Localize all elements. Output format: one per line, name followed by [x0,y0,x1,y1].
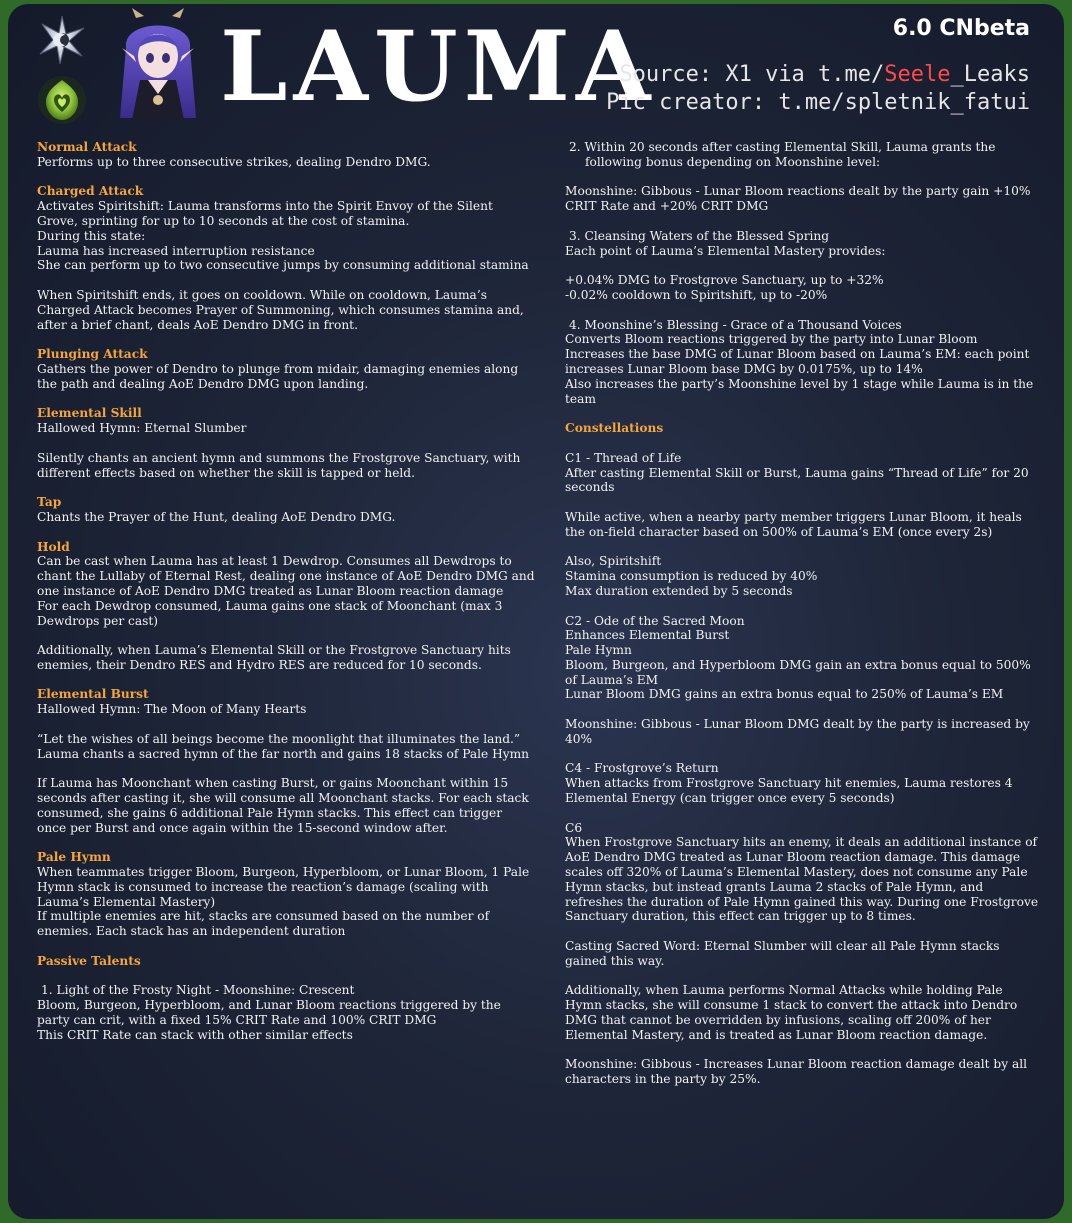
section-heading: Hold [37,539,70,554]
paragraph: Max duration extended by 5 seconds [565,583,793,598]
right-column [565,140,1043,1087]
paragraph: Additionally, when Lauma’s Elemental Skill or the Frostgrove Sanctuary hits enemies, their Dendro RES and Hydro RES are reduced for 10 seconds. [37,643,511,672]
dendro-element-icon [36,74,88,126]
paragraph: +0.04% DMG to Frostgrove Sanctuary, up to +32% [565,273,884,288]
paragraph: Bloom, Burgeon, and Hyperbloom DMG gain an extra bonus equal to 500% of Lauma’s EM [565,657,1031,687]
paragraph: Moonshine: Gibbous - Lunar Bloom DMG dealt by the party is increased by 40% [565,717,1030,746]
version-label: 6.0 CNbeta [892,16,1030,41]
paragraph: Increases the base DMG of Lunar Bloom based on Lauma’s EM: each point increases Lunar Bloom base DMG by 0.0175%, up to 14% [565,347,1030,376]
paragraph: 4. Moonshine’s Blessing - Grace of a Thousand Voices [569,317,902,332]
section-heading: Plunging Attack [37,347,148,362]
moon-sigil-icon [36,14,88,66]
source-credit [619,62,1030,87]
section-heading: Constellations [565,421,664,436]
paragraph: Enhances Elemental Burst [565,628,730,643]
paragraph: 3. Cleansing Waters of the Blessed Spring [569,228,830,243]
paragraph: 2. Within 20 seconds after casting Elemental Skill, Lauma grants the following bonus depending on Moonshine level: [569,140,996,169]
source-suffix: _Leaks [950,62,1030,87]
paragraph: Moonshine: Gibbous - Lunar Bloom reactions dealt by the party gain +10% CRIT Rate and +20% CRIT DMG [565,184,1031,214]
paragraph: Can be cast when Lauma has at least 1 Dewdrop. Consumes all Dewdrops to chant the Lullaby of Eternal Rest, dealing one instance of AoE Dendro DMG and one instance of AoE Dendro DMG treated as Lunar Bloom reaction damage [37,554,535,598]
section-heading: Charged Attack [37,184,144,199]
paragraph: 1. Light of the Frosty Night - Moonshine: Crescent [41,983,355,998]
character-title: LAUMA [220,10,657,123]
paragraph: Additionally, when Lauma performs Normal Attacks while holding Pale Hymn stacks, she will consume 1 stack to convert the attack into Dendro DMG that cannot be overridden by infusions, scaling off 200% of her Elemental Mastery, and is treated as Lunar Bloom reaction damage. [565,983,1018,1042]
constellation-title: C6 [565,820,583,835]
paragraph: Lauma chants a sacred hymn of the far north and gains 18 stacks of Pale Hymn [37,746,530,761]
quote: “Let the wishes of all beings become the moonlight that illuminates the land.” [37,731,521,746]
section-heading: Elemental Skill [37,406,142,421]
paragraph: Gathers the power of Dendro to plunge from midair, damaging enemies along the path and dealing AoE Dendro DMG upon landing. [37,361,519,391]
section-heading: Tap [37,495,62,510]
pic-creator-credit: Pic creator: t.me/spletnik_fatui [606,90,1030,115]
paragraph: When Frostgrove Sanctuary hits an enemy, it deals an additional instance of AoE Dendro DMG treated as Lunar Bloom reaction damage. This damage scales off 320% of Lauma’s Elemental Mastery, does not consume any Pale Hymn stacks, but instead grants Lauma 2 stacks of Pale Hymn, and refreshes the duration of Pale Hymn gained this way. During one Frostgrove Sanctuary duration, this effect can trigger up to 8 times. [565,835,1039,924]
paragraph: For each Dewdrop consumed, Lauma gains one stack of Moonchant (max 3 Dewdrops per cast) [37,598,503,628]
paragraph: When teammates trigger Bloom, Burgeon, Hyperbloom, or Lunar Bloom, 1 Pale Hymn stack is consumed to increase the reaction’s damage (scaling with Lauma’s Elemental Mastery) [37,865,530,909]
paragraph: Hallowed Hymn: Eternal Slumber [37,421,247,436]
paragraph: Chants the Prayer of the Hunt, dealing AoE Dendro DMG. [37,509,396,524]
paragraph: After casting Elemental Skill or Burst, Lauma gains “Thread of Life” for 20 seconds [565,465,1029,495]
paragraph: Stamina consumption is reduced by 40% [565,569,818,584]
paragraph: Also, Spiritshift [565,554,662,569]
paragraph: When Spiritshift ends, it goes on cooldown. While on cooldown, Lauma’s Charged Attack becomes Prayer of Summoning, which consumes stamina and, after a brief chant, deals AoE Dendro DMG in front. [37,287,524,332]
element-icons [36,14,96,124]
paragraph: This CRIT Rate can stack with other similar effects [37,1027,353,1042]
character-avatar [108,8,208,128]
section-heading: Pale Hymn [37,850,111,865]
source-channel-highlight: Seele [884,62,951,87]
paragraph: -0.02% cooldown to Spiritshift, up to -20% [565,287,828,302]
paragraph: During this state: [37,228,146,243]
paragraph: If multiple enemies are hit, stacks are consumed based on the number of enemies. Each stack has an independent duration [37,909,490,939]
constellation-title: C1 - Thread of Life [565,450,682,465]
paragraph: If Lauma has Moonchant when casting Burst, or gains Moonchant within 15 seconds after casting it, she will consume all Moonchant stacks. For each stack consumed, she gains 6 additional Pale Hymn stacks. This effect can trigger once per Burst and once again within the 15-second window after. [37,776,529,835]
paragraph: Each point of Lauma’s Elemental Mastery provides: [565,243,886,258]
paragraph: Hallowed Hymn: The Moon of Many Hearts [37,702,307,717]
constellation-title: C2 - Ode of the Sacred Moon [565,613,745,628]
paragraph: Moonshine: Gibbous - Increases Lunar Bloom reaction damage dealt by all characters in the party by 25%. [565,1057,1028,1087]
constellation-title: C4 - Frostgrove’s Return [565,761,719,776]
paragraph: When attacks from Frostgrove Sanctuary hit enemies, Lauma restores 4 Elemental Energy (can trigger once every 5 seconds) [565,776,1013,806]
paragraph: Activates Spiritshift: Lauma transforms into the Spirit Envoy of the Silent Grove, sprinting for up to 10 seconds at the cost of stamina. [37,199,493,228]
paragraph: Bloom, Burgeon, Hyperbloom, and Lunar Bloom reactions triggered by the party can crit, with a fixed 15% CRIT Rate and 100% CRIT DMG [37,998,501,1028]
header [8,4,1064,134]
paragraph: Silently chants an ancient hymn and summons the Frostgrove Sanctuary, with different effects based on whether the skill is tapped or held. [37,450,521,480]
paragraph: Performs up to three consecutive strikes, dealing Dendro DMG. [37,154,431,169]
paragraph: Converts Bloom reactions triggered by the party into Lunar Bloom [565,332,978,347]
paragraph: Pale Hymn [565,643,632,658]
paragraph: While active, when a nearby party member triggers Lunar Bloom, it heals the on-field character based on 500% of Lauma’s EM (once every 2s) [565,509,1022,539]
paragraph: Also increases the party’s Moonshine level by 1 stage while Lauma is in the team [565,376,1034,406]
source-prefix: Source: X1 via t.me/ [619,62,885,87]
paragraph: Lauma has increased interruption resistance [37,243,315,258]
paragraph: She can perform up to two consecutive jumps by consuming additional stamina [37,258,529,273]
section-heading: Elemental Burst [37,687,149,702]
info-card [8,4,1064,1219]
paragraph: Casting Sacred Word: Eternal Slumber will clear all Pale Hymn stacks gained this way. [565,939,1000,968]
section-heading: Passive Talents [37,953,141,968]
left-column [37,140,535,1043]
paragraph: Lunar Bloom DMG gains an extra bonus equal to 250% of Lauma’s EM [565,687,1004,702]
section-heading: Normal Attack [37,140,137,154]
